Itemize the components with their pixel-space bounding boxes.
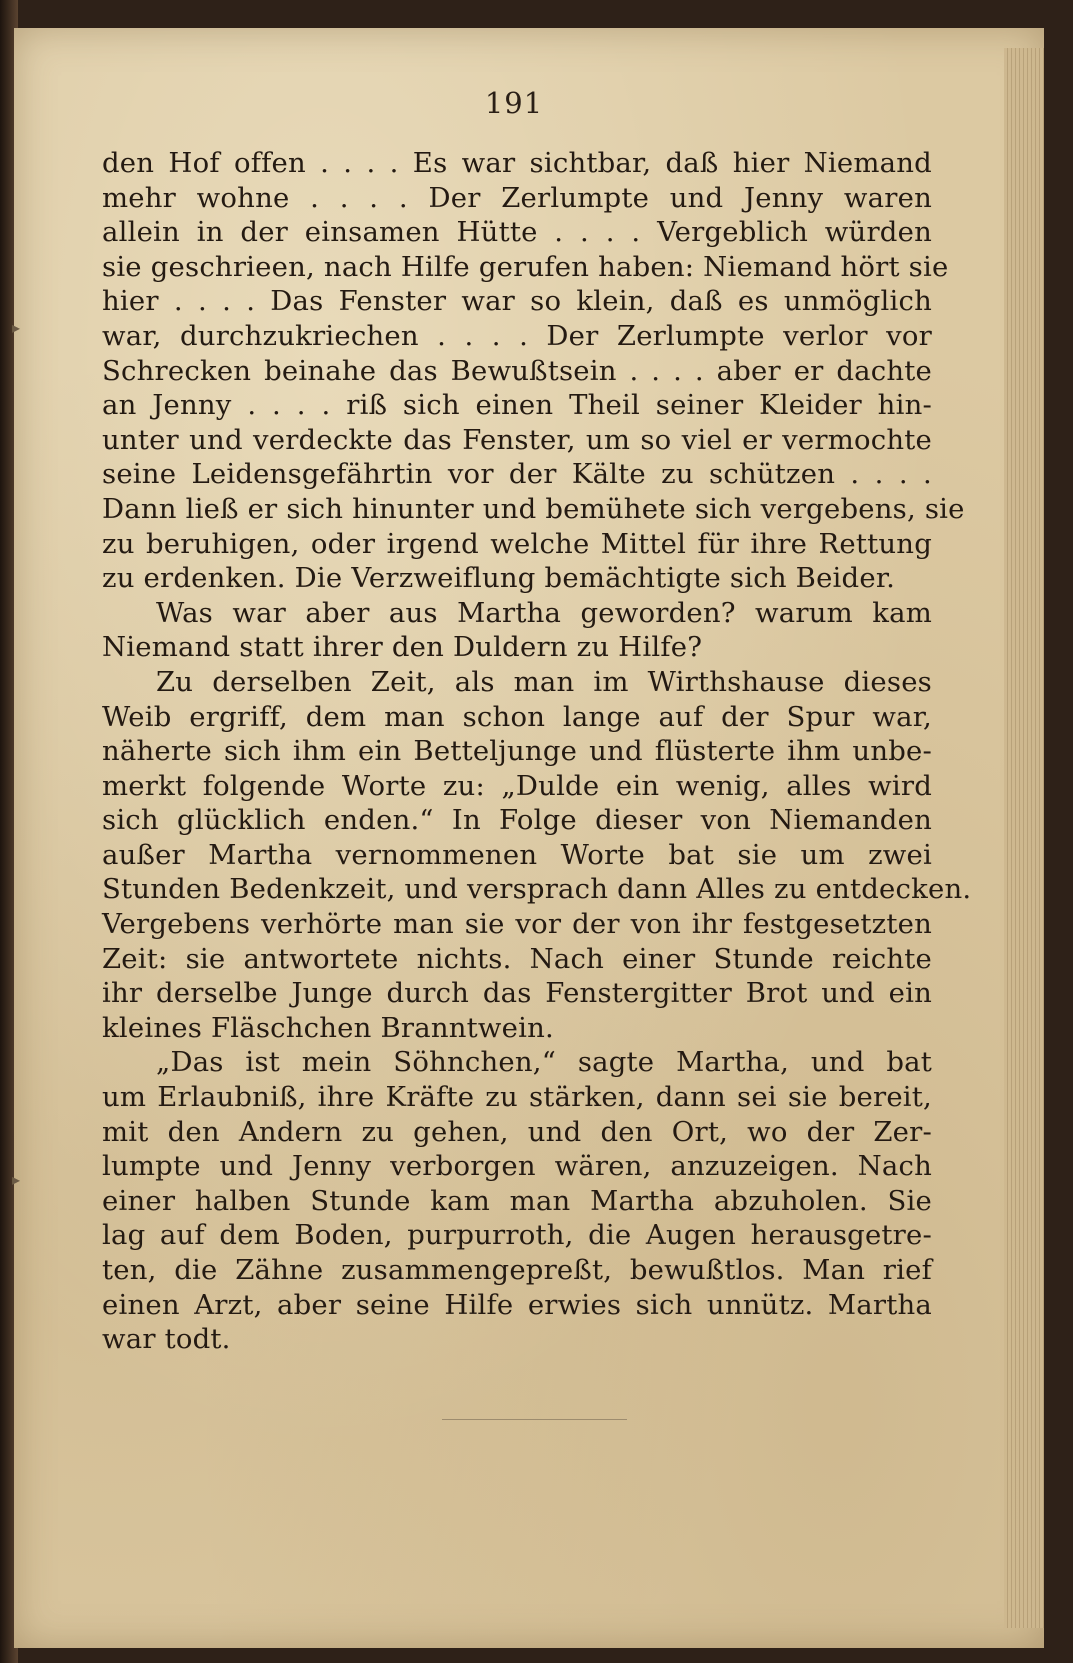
text-line: ten, die Zähne zusammengepreßt, bewußtlos. Man rief [102, 1254, 932, 1286]
text-line: lumpte und Jenny verborgen wären, anzuzeigen. Nach [102, 1150, 932, 1183]
text-line: Weib ergriff, dem man schon lange auf der Spur war, [102, 700, 932, 733]
text-line: einer halben Stunde kam man Martha abzuholen. Sie [102, 1184, 932, 1217]
text-line: Zeit: sie antwortete nichts. Nach einer Stunde reichte [102, 942, 932, 975]
text-line: merkt folgende Worte zu: „Dulde ein wenig, alles wird [102, 769, 932, 802]
text-line: ihr derselbe Junge durch das Fenstergitter Brot und ein [102, 977, 932, 1010]
text-line: unter und verdeckte das Fenster, um so viel er vermochte [102, 423, 932, 456]
text-line: war todt. [102, 1323, 231, 1356]
body-text [102, 146, 972, 1357]
text-line: Schrecken beinahe das Bewußtsein . . . . aber er dachte [102, 354, 932, 387]
text-line: zu erdenken. Die Verzweiflung bemächtigte sich Beider. [102, 562, 896, 595]
text-line: allein in der einsamen Hütte . . . . Vergeblich würden [102, 216, 932, 249]
text-line: Niemand statt ihrer den Duldern zu Hilfe? [102, 631, 703, 664]
text-line: außer Martha vernommenen Worte bat sie um zwei [102, 838, 932, 871]
text-line: Was war aber aus Martha geworden? warum kam [156, 596, 932, 629]
margin-tick-mark: ▸ [12, 1170, 21, 1189]
page-stack-edges [1004, 48, 1044, 1628]
book-page [14, 28, 1044, 1648]
text-line: Vergebens verhörte man sie vor der von ihr festgesetzten [102, 908, 932, 941]
text-line: zu beruhigen, oder irgend welche Mittel für ihre Rettung [102, 527, 932, 560]
text-line: einen Arzt, aber seine Hilfe erwies sich unnütz. Martha [102, 1288, 932, 1321]
text-line: sie geschrieen, nach Hilfe gerufen haben: Niemand hört sie [102, 250, 949, 283]
text-line: mehr wohne . . . . Der Zerlumpte und Jenny waren [102, 181, 932, 214]
text-line: mit den Andern zu gehen, und den Ort, wo der Zer- [102, 1115, 932, 1148]
text-line: hier . . . . Das Fenster war so klein, daß es unmöglich [102, 285, 932, 318]
text-line: Dann ließ er sich hinunter und bemühete sich vergebens, sie [102, 492, 965, 525]
text-line: kleines Fläschchen Branntwein. [102, 1011, 554, 1044]
text-line: näherte sich ihm ein Betteljunge und flüsterte ihm unbe- [102, 735, 932, 768]
text-line: „Das ist mein Söhnchen,“ sagte Martha, und bat [156, 1046, 932, 1079]
text-line: an Jenny . . . . riß sich einen Theil seiner Kleider hin- [102, 389, 932, 422]
text-line: seine Leidensgefährtin vor der Kälte zu schützen . . . . [102, 458, 932, 491]
text-line: Stunden Bedenkzeit, und versprach dann Alles zu entdecken. [102, 873, 972, 906]
text-line: lag auf dem Boden, purpurroth, die Augen herausgetre- [102, 1219, 932, 1252]
text-line: sich glücklich enden.“ In Folge dieser von Niemanden [102, 804, 932, 837]
text-line: um Erlaubniß, ihre Kräfte zu stärken, dann sei sie bereit, [102, 1081, 932, 1114]
text-line: war, durchzukriechen . . . . Der Zerlumpte verlor vor [102, 319, 932, 352]
margin-tick-mark: ▸ [12, 318, 21, 337]
section-end-rule [442, 1419, 627, 1420]
text-line: den Hof offen . . . . Es war sichtbar, daß hier Niemand [102, 147, 932, 179]
text-line: Zu derselben Zeit, als man im Wirthshause dieses [156, 665, 932, 698]
page-number: 191 [484, 86, 544, 120]
